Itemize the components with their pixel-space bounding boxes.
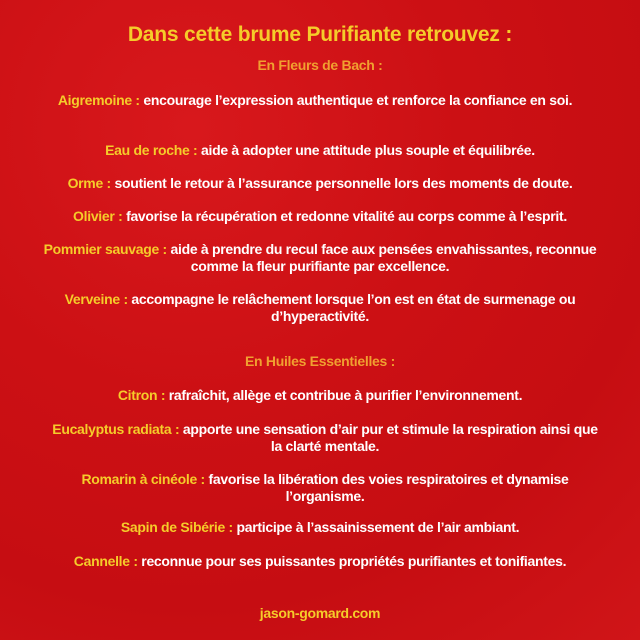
item-name: Eucalyptus radiata : bbox=[52, 421, 180, 437]
item-text: soutient le retour à l’assurance personnelle lors des moments de doute. bbox=[114, 175, 573, 191]
item-text: aide à prendre du recul face aux pensées envahissantes, reconnue comme la fleur purifiante par excellence. bbox=[170, 241, 597, 274]
item-name: Olivier : bbox=[73, 208, 123, 224]
item-text: aide à adopter une attitude plus souple et équilibrée. bbox=[201, 142, 535, 158]
item-name: Pommier sauvage : bbox=[43, 241, 167, 257]
page-title: Dans cette brume Purifiante retrouvez : bbox=[127, 23, 513, 46]
list-item bbox=[30, 175, 610, 192]
list-item bbox=[35, 291, 605, 325]
item-name: Sapin de Sibérie : bbox=[120, 519, 233, 535]
list-item bbox=[25, 553, 615, 570]
item-name: Citron : bbox=[117, 387, 166, 403]
item-text: reconnue pour ses puissantes propriétés purifiantes et tonifiantes. bbox=[141, 553, 567, 569]
footer-website: jason-gomard.com bbox=[259, 605, 381, 621]
item-name: Verveine : bbox=[64, 291, 128, 307]
item-text: favorise la libération des voies respiratoires et dynamise l’organisme. bbox=[208, 471, 569, 504]
item-text: favorise la récupération et redonne vitalité au corps comme à l’esprit. bbox=[126, 208, 567, 224]
item-name: Orme : bbox=[67, 175, 111, 191]
list-item bbox=[30, 387, 610, 404]
list-item bbox=[45, 421, 605, 455]
list-item bbox=[30, 142, 610, 159]
item-text: encourage l’expression authentique et renforce la confiance en soi. bbox=[143, 92, 573, 108]
item-name: Romarin à cinéole : bbox=[81, 471, 205, 487]
list-item bbox=[40, 241, 600, 275]
section-heading-huiles: En Huiles Essentielles : bbox=[245, 353, 395, 369]
item-text: apporte une sensation d’air pur et stimule la respiration ainsi que la clarté mentale. bbox=[182, 421, 598, 454]
list-item bbox=[30, 519, 610, 536]
item-name: Cannelle : bbox=[73, 553, 138, 569]
item-text: participe à l’assainissement de l’air ambiant. bbox=[236, 519, 520, 535]
list-item bbox=[30, 208, 610, 225]
list-item bbox=[40, 92, 590, 109]
item-text: rafraîchit, allège et contribue à purifier l’environnement. bbox=[168, 387, 523, 403]
item-name: Aigremoine : bbox=[57, 92, 140, 108]
item-text: accompagne le relâchement lorsque l’on est en état de surmenage ou d’hyperactivité. bbox=[131, 291, 576, 324]
section-heading-fleurs: En Fleurs de Bach : bbox=[257, 57, 383, 73]
list-item bbox=[45, 471, 605, 505]
item-name: Eau de roche : bbox=[105, 142, 198, 158]
